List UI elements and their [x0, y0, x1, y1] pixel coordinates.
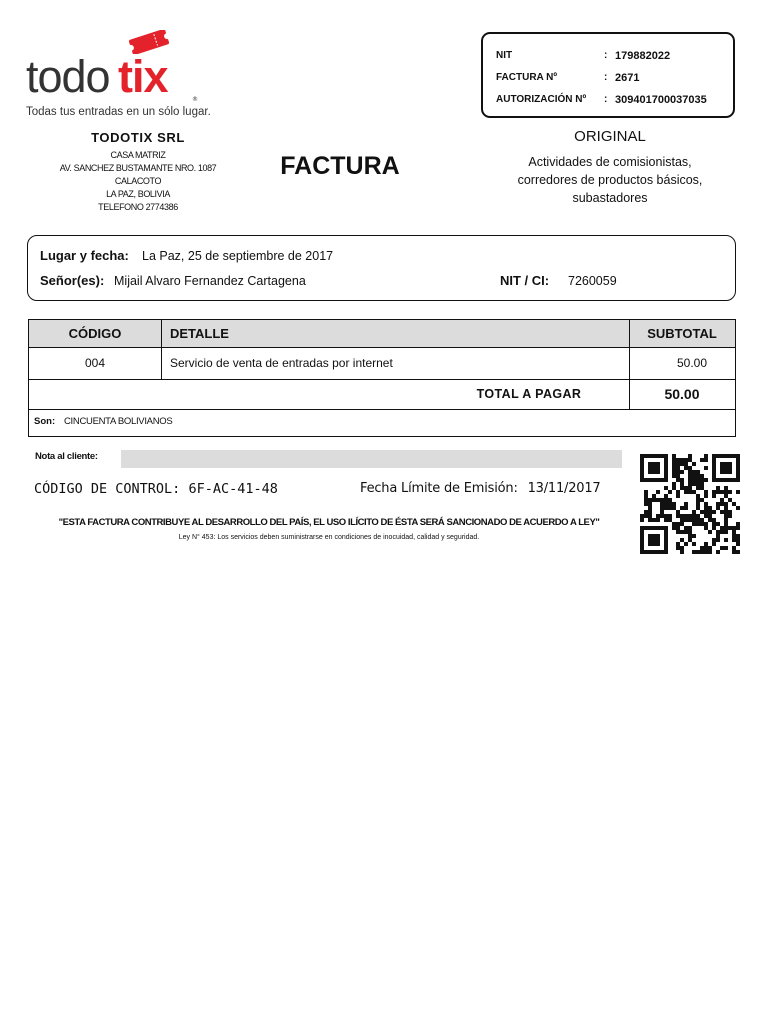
son-value: CINCUENTA BOLIVIANOS	[64, 416, 173, 427]
total-label: TOTAL A PAGAR	[476, 387, 582, 401]
emission-deadline	[360, 481, 601, 496]
document-title: FACTURA	[280, 152, 400, 180]
nota-label: Nota al cliente:	[35, 451, 98, 462]
nota-field	[121, 450, 622, 468]
logo-tagline: Todas tus entradas en un sólo lugar.	[26, 106, 211, 118]
autorizacion-value: 309401700037035	[615, 94, 707, 106]
company-logo	[26, 28, 211, 120]
nit-label: NIT	[496, 50, 513, 61]
senor-label: Señor(es):	[40, 273, 105, 288]
activity-line: corredores de productos básicos,	[517, 173, 703, 187]
invoice-id-box	[481, 32, 735, 118]
legal-legend: "ESTA FACTURA CONTRIBUYE AL DESARROLLO DEL PAÍS, EL USO ILÍCITO DE ÉSTA SERÁ SANCIONADO DE ACUERDO A LEY"	[58, 517, 600, 528]
lugar-fecha-label: Lugar y fecha:	[40, 248, 129, 263]
total-value: 50.00	[664, 386, 700, 402]
nit-value: 179882022	[615, 50, 671, 62]
column-header-codigo: CÓDIGO	[68, 326, 122, 341]
lugar-fecha-value: La Paz, 25 de septiembre de 2017	[142, 249, 334, 263]
company-address-line: CALACOTO	[114, 176, 162, 186]
company-address-line: LA PAZ, BOLIVIA	[106, 189, 170, 199]
company-address-line: AV. SANCHEZ BUSTAMANTE NRO. 1087	[59, 163, 217, 173]
copy-type: ORIGINAL	[574, 128, 646, 145]
separator: :	[604, 72, 608, 83]
qr-code-icon	[640, 454, 740, 554]
row-codigo: 004	[84, 356, 106, 370]
separator: :	[604, 50, 608, 61]
autorizacion-label: AUTORIZACIÓN Nº	[496, 94, 587, 105]
law-notice: Ley N° 453: Los servicios deben suministrarse en condiciones de inocuidad, calidad y seguridad.	[178, 534, 480, 541]
company-info	[20, 130, 256, 214]
company-address-line: CASA MATRIZ	[110, 150, 166, 160]
factura-value: 2671	[615, 72, 640, 84]
nit-ci-value: 7260059	[568, 274, 617, 288]
amount-in-words-row	[28, 409, 736, 437]
nit-ci-label: NIT / CI:	[500, 273, 550, 288]
fecha-limite-value: 13/11/2017	[527, 481, 601, 496]
company-phone: TELEFONO 2774386	[98, 202, 178, 212]
economic-activity	[490, 153, 730, 207]
activity-line: Actividades de comisionistas,	[528, 155, 692, 169]
logo-text-tix: tix	[118, 51, 168, 102]
separator: :	[604, 94, 608, 105]
control-code	[34, 481, 278, 497]
column-header-detalle: DETALLE	[170, 326, 229, 341]
control-code-label: CÓDIGO DE CONTROL:	[34, 481, 181, 497]
row-detalle: Servicio de venta de entradas por internet	[170, 356, 393, 370]
items-table-header	[28, 319, 736, 348]
table-row	[28, 347, 736, 380]
row-subtotal: 50.00	[676, 356, 707, 370]
fecha-limite-label: Fecha Límite de Emisión:	[360, 481, 518, 496]
senor-value: Mijail Alvaro Fernandez Cartagena	[114, 274, 306, 288]
total-row	[28, 379, 736, 410]
factura-label: FACTURA Nº	[496, 72, 558, 83]
control-code-value: 6F-AC-41-48	[188, 481, 278, 497]
son-label: Son:	[34, 416, 56, 427]
company-name: TODOTIX SRL	[91, 130, 185, 145]
logo-text-todo: todo	[26, 51, 110, 102]
registered-mark: ®	[192, 96, 198, 103]
client-info-box	[27, 235, 736, 301]
activity-line: subastadores	[572, 191, 648, 205]
column-header-subtotal: SUBTOTAL	[647, 326, 717, 341]
